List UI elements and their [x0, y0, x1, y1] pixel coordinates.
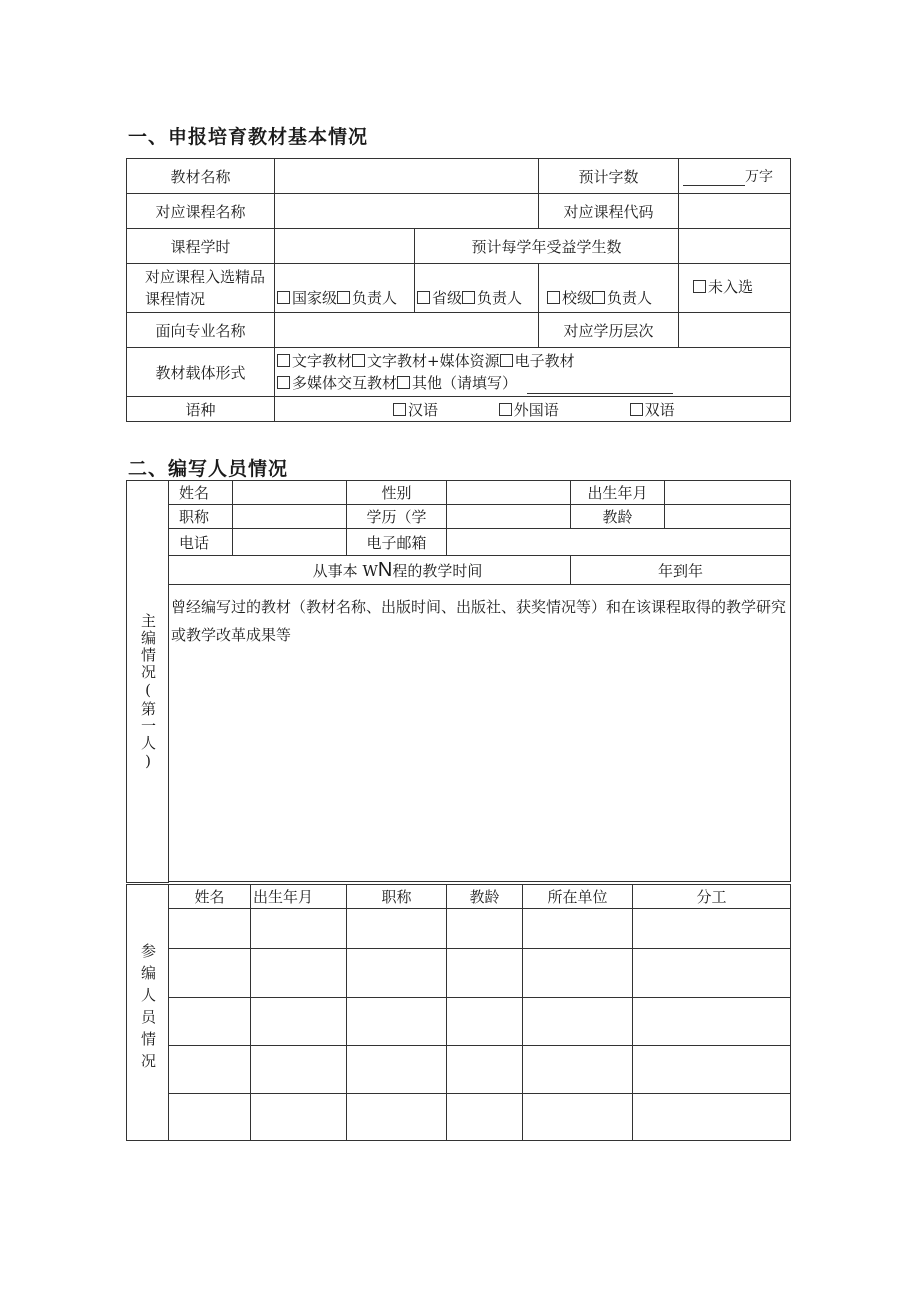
course-hours-field[interactable] — [275, 229, 415, 264]
section1-heading: 一、申报培育教材基本情况 — [128, 126, 369, 148]
section2-heading: 二、编写人员情况 — [128, 458, 289, 480]
not-selected-option[interactable]: 未入选 — [679, 264, 791, 313]
table-cell[interactable] — [523, 1094, 633, 1141]
school-checkbox[interactable] — [547, 291, 560, 304]
table-cell[interactable] — [169, 1094, 251, 1141]
chief-degree-field[interactable] — [447, 505, 571, 529]
table-cell[interactable] — [633, 998, 791, 1046]
quality-course-label: 对应课程入选精品课程情况 — [127, 264, 275, 313]
table-row — [127, 998, 791, 1046]
lang-chinese-checkbox[interactable] — [393, 403, 406, 416]
table-cell[interactable] — [633, 1046, 791, 1094]
carrier-other-input[interactable] — [527, 379, 673, 394]
participants-table — [126, 884, 791, 1141]
chief-editor-label: 主编情况(第一人) — [127, 481, 169, 883]
school-responsible-checkbox[interactable] — [592, 291, 605, 304]
education-level-label: 对应学历层次 — [539, 313, 679, 348]
chief-name-field[interactable] — [233, 481, 347, 505]
major-label: 面向专业名称 — [127, 313, 275, 348]
not-selected-checkbox[interactable] — [693, 280, 706, 293]
table-cell[interactable] — [523, 949, 633, 998]
table-cell[interactable] — [523, 998, 633, 1046]
carrier-text-media-checkbox[interactable] — [352, 354, 365, 367]
provincial-option[interactable]: 省级 负责人 — [415, 264, 539, 313]
students-label: 预计每学年受益学生数 — [415, 229, 679, 264]
chief-birth-label: 出生年月 — [571, 481, 665, 505]
provincial-responsible-checkbox[interactable] — [462, 291, 475, 304]
word-count-unit: 万字 — [745, 169, 773, 185]
experience-prompt: 曾经编写过的教材（教材名称、出版时间、出版社、获奖情况等）和在该课程取得的教学研究或教学改革成果等 — [171, 598, 787, 644]
participants-header-teaching-years: 教龄 — [447, 885, 523, 909]
basic-info-table — [126, 158, 791, 422]
chief-teaching-years-field[interactable] — [665, 505, 791, 529]
table-cell[interactable] — [447, 1094, 523, 1141]
table-cell[interactable] — [169, 1046, 251, 1094]
course-code-field[interactable] — [679, 194, 791, 229]
table-cell[interactable] — [523, 1046, 633, 1094]
participants-header-role: 分工 — [633, 885, 791, 909]
course-code-label: 对应课程代码 — [539, 194, 679, 229]
chief-degree-label: 学历（学 — [347, 505, 447, 529]
table-cell[interactable] — [447, 998, 523, 1046]
experience-area[interactable] — [169, 585, 791, 882]
language-label: 语种 — [127, 397, 275, 422]
students-field[interactable] — [679, 229, 791, 264]
chief-gender-field[interactable] — [447, 481, 571, 505]
provincial-checkbox[interactable] — [417, 291, 430, 304]
education-level-field[interactable] — [679, 313, 791, 348]
table-cell[interactable] — [633, 949, 791, 998]
participants-header-unit: 所在单位 — [523, 885, 633, 909]
table-cell[interactable] — [251, 909, 347, 949]
participants-label: 参编人员情况 — [127, 885, 169, 1141]
table-cell[interactable] — [447, 949, 523, 998]
course-hours-label: 课程学时 — [127, 229, 275, 264]
table-cell[interactable] — [633, 1094, 791, 1141]
chief-title-field[interactable] — [233, 505, 347, 529]
word-count-field[interactable] — [679, 159, 791, 194]
table-row — [127, 949, 791, 998]
carrier-label: 教材载体形式 — [127, 348, 275, 397]
table-cell[interactable] — [523, 909, 633, 949]
lang-bilingual-checkbox[interactable] — [630, 403, 643, 416]
table-cell[interactable] — [347, 949, 447, 998]
table-cell[interactable] — [251, 1046, 347, 1094]
table-cell[interactable] — [347, 1046, 447, 1094]
table-cell[interactable] — [251, 1094, 347, 1141]
textbook-name-field[interactable] — [275, 159, 539, 194]
carrier-electronic-checkbox[interactable] — [500, 354, 513, 367]
major-field[interactable] — [275, 313, 539, 348]
carrier-multimedia-checkbox[interactable] — [277, 376, 290, 389]
table-cell[interactable] — [347, 909, 447, 949]
table-cell[interactable] — [447, 909, 523, 949]
participants-header-title: 职称 — [347, 885, 447, 909]
language-options: 汉语 外国语 双语 — [275, 397, 791, 422]
chief-phone-label: 电话 — [169, 529, 233, 556]
table-row — [127, 1046, 791, 1094]
national-option[interactable]: 国家级 负责人 — [275, 264, 415, 313]
chief-title-label: 职称 — [169, 505, 233, 529]
table-row — [127, 909, 791, 949]
table-cell[interactable] — [169, 949, 251, 998]
table-cell[interactable] — [633, 909, 791, 949]
table-cell[interactable] — [169, 909, 251, 949]
table-cell[interactable] — [447, 1046, 523, 1094]
chief-teaching-years-label: 教龄 — [571, 505, 665, 529]
textbook-name-label: 教材名称 — [127, 159, 275, 194]
chief-name-label: 姓名 — [169, 481, 233, 505]
table-cell[interactable] — [169, 998, 251, 1046]
carrier-other-checkbox[interactable] — [397, 376, 410, 389]
chief-gender-label: 性别 — [347, 481, 447, 505]
chief-birth-field[interactable] — [665, 481, 791, 505]
year-range: 年到年 — [571, 556, 791, 585]
word-count-label: 预计字数 — [539, 159, 679, 194]
participants-header-name: 姓名 — [169, 885, 251, 909]
lang-foreign-checkbox[interactable] — [499, 403, 512, 416]
chief-email-label: 电子邮箱 — [347, 529, 447, 556]
teaching-time-label: 从事本 WN程的教学时间 — [169, 556, 571, 585]
table-cell[interactable] — [347, 998, 447, 1046]
course-name-label: 对应课程名称 — [127, 194, 275, 229]
table-cell[interactable] — [347, 1094, 447, 1141]
participants-header-birth: 出生年月 — [251, 885, 347, 909]
carrier-text-checkbox[interactable] — [277, 354, 290, 367]
carrier-options: 文字教材 文字教材+媒体资源 电子教材 多媒体交互教材 其他（请填写） — [275, 348, 791, 397]
national-responsible-checkbox[interactable] — [337, 291, 350, 304]
table-cell[interactable] — [251, 949, 347, 998]
chief-phone-field[interactable] — [233, 529, 347, 556]
authors-table — [126, 480, 791, 883]
course-name-field[interactable] — [275, 194, 539, 229]
school-option[interactable]: 校级 负责人 — [539, 264, 679, 313]
chief-email-field[interactable] — [447, 529, 791, 556]
table-row — [127, 1094, 791, 1141]
national-checkbox[interactable] — [277, 291, 290, 304]
table-cell[interactable] — [251, 998, 347, 1046]
